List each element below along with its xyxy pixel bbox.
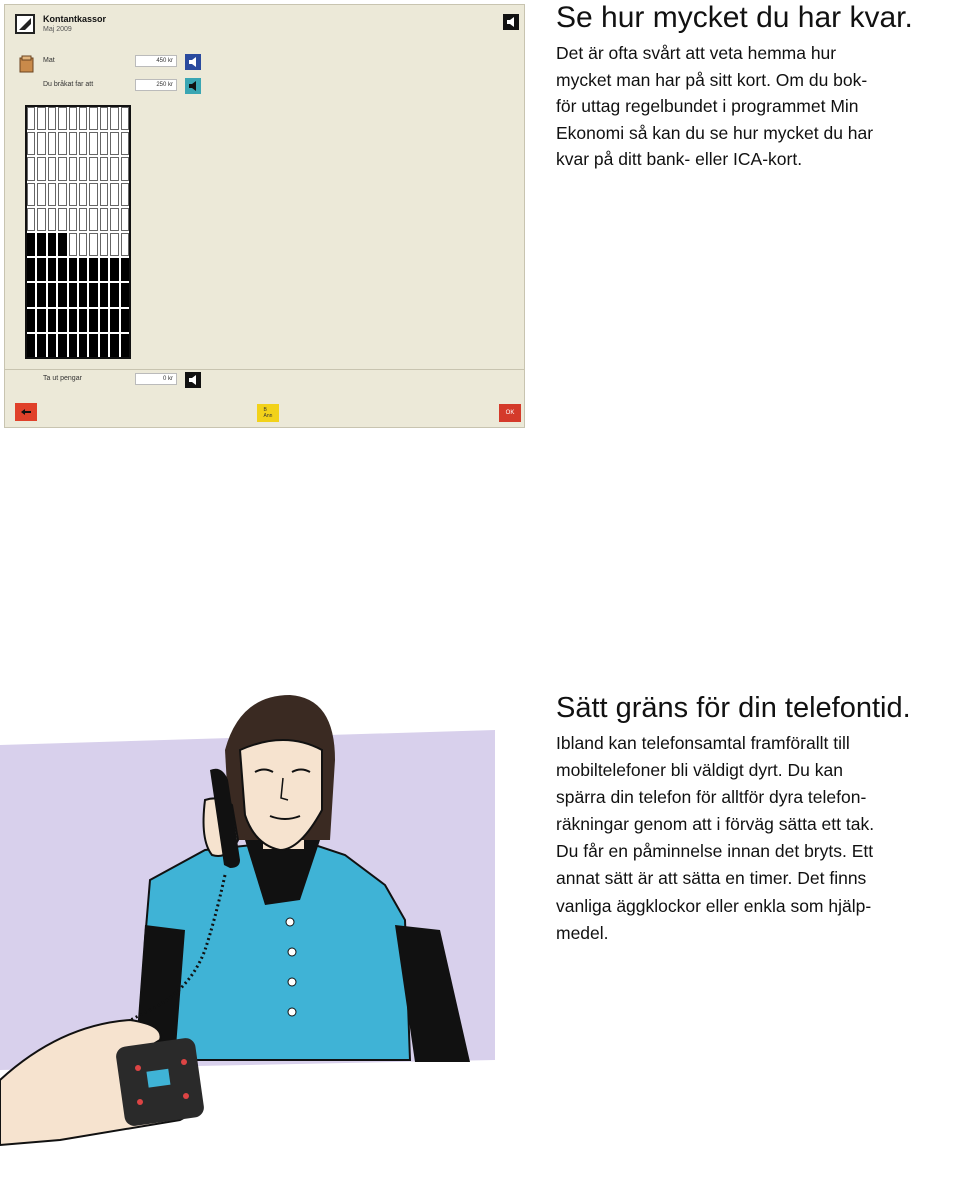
grid-cell (69, 309, 77, 332)
grid-cell (58, 258, 66, 281)
arrow-left-icon (20, 408, 32, 416)
row-value-withdraw[interactable]: 0 kr (135, 373, 177, 385)
grid-cell (69, 132, 77, 155)
grid-cell (58, 208, 66, 231)
grid-cell (27, 107, 35, 130)
grid-cell (121, 107, 129, 130)
grid-cell (69, 107, 77, 130)
grid-cell (37, 283, 45, 306)
row-value-allowance[interactable]: 250 kr (135, 79, 177, 91)
grid-cell (110, 283, 118, 306)
grid-cell (79, 183, 87, 206)
grid-cell (110, 157, 118, 180)
grid-cell (89, 283, 97, 306)
body-line: mobiltelefoner bli väldigt dyrt. Du kan (556, 760, 843, 781)
grid-cell (89, 309, 97, 332)
grid-cell (89, 258, 97, 281)
app-screenshot (4, 4, 525, 428)
grid-cell (58, 334, 66, 357)
grid-cell (48, 208, 56, 231)
grid-cell (48, 157, 56, 180)
grid-cell (48, 334, 56, 357)
body-line: vanliga äggklockor eller enkla som hjälp- (556, 895, 872, 916)
grid-cell (100, 283, 108, 306)
grid-cell (100, 107, 108, 130)
grid-cell (121, 309, 129, 332)
grid-cell (121, 183, 129, 206)
grid-cell (27, 233, 35, 256)
grid-cell (89, 233, 97, 256)
grid-cell (79, 258, 87, 281)
grid-cell (89, 107, 97, 130)
grid-cell (110, 208, 118, 231)
grid-cell (79, 132, 87, 155)
grid-cell (100, 183, 108, 206)
grid-cell (79, 283, 87, 306)
grid-cell (69, 283, 77, 306)
grid-cell (121, 208, 129, 231)
grid-cell (121, 233, 129, 256)
body-line: Det är ofta svårt att veta hemma hur (556, 43, 837, 63)
grid-cell (100, 233, 108, 256)
grid-cell (48, 309, 56, 332)
grid-cell (27, 283, 35, 306)
grid-cell (110, 233, 118, 256)
grid-cell (89, 208, 97, 231)
grid-cell (79, 233, 87, 256)
body-line: mycket man har på sitt kort. Om du bok- (556, 69, 868, 90)
grid-cell (37, 183, 45, 206)
section-heading: Se hur mycket du har kvar. (556, 1, 913, 34)
grid-cell (69, 334, 77, 357)
grid-cell (79, 309, 87, 332)
row-label-food: Mat (43, 57, 55, 64)
ok-button[interactable]: OK (499, 404, 521, 422)
grid-cell (69, 208, 77, 231)
grid-cell (58, 309, 66, 332)
grid-cell (58, 107, 66, 130)
divider (5, 369, 524, 370)
grid-cell (58, 283, 66, 306)
section-body (556, 40, 960, 173)
grid-cell (27, 183, 35, 206)
grid-cell (58, 233, 66, 256)
row-value-food[interactable]: 450 kr (135, 55, 177, 67)
grid-cell (89, 183, 97, 206)
grid-cell (100, 132, 108, 155)
grid-cell (121, 132, 129, 155)
grid-cell (37, 309, 45, 332)
grid-cell (69, 183, 77, 206)
grid-cell (37, 157, 45, 180)
grid-cell (69, 157, 77, 180)
grid-cell (58, 157, 66, 180)
grid-cell (110, 107, 118, 130)
grid-cell (110, 334, 118, 357)
grid-cell (100, 309, 108, 332)
body-line: Du får en påminnelse innan det bryts. Ett (556, 841, 874, 862)
grid-cell (121, 334, 129, 357)
speaker-icon[interactable] (185, 54, 201, 70)
grid-cell (89, 334, 97, 357)
grid-cell (27, 258, 35, 281)
grid-cell (110, 183, 118, 206)
row-label-allowance: Du bråkat far att (43, 81, 94, 88)
grid-cell (48, 233, 56, 256)
grid-cell (37, 208, 45, 231)
body-line: för uttag regelbundet i programmet Min (556, 96, 859, 117)
row-label-withdraw: Ta ut pengar (43, 375, 82, 382)
grid-cell (48, 258, 56, 281)
grid-cell (37, 233, 45, 256)
body-line: Ekonomi så kan du se hur mycket du har (556, 122, 874, 143)
grid-cell (48, 107, 56, 130)
grid-cell (69, 258, 77, 281)
grid-cell (37, 334, 45, 357)
grid-cell (27, 334, 35, 357)
grid-cell (37, 132, 45, 155)
section-heading: Sätt gräns för din telefontid. (556, 692, 911, 724)
grid-cell (58, 132, 66, 155)
grid-cell (100, 157, 108, 180)
grid-cell (58, 183, 66, 206)
woman-on-phone-illustration (0, 690, 500, 1180)
body-line: räkningar genom att i förväg sätta ett tak. (556, 814, 875, 835)
grid-cell (69, 233, 77, 256)
body-line: annat sätt är att sätta en timer. Det finns (556, 868, 867, 889)
wallet-icon (19, 55, 35, 73)
grid-cell (121, 283, 129, 306)
grid-cell (79, 208, 87, 231)
grid-cell (110, 258, 118, 281)
grid-cell (27, 157, 35, 180)
grid-cell (100, 258, 108, 281)
money-grid (25, 105, 131, 359)
body-line: spärra din telefon för alltför dyra telefon- (556, 787, 867, 808)
speaker-icon[interactable] (185, 372, 201, 388)
grid-cell (27, 132, 35, 155)
grid-cell (89, 157, 97, 180)
grid-cell (37, 107, 45, 130)
grid-cell (37, 258, 45, 281)
grid-cell (100, 208, 108, 231)
speaker-icon[interactable] (503, 14, 519, 30)
grid-cell (48, 183, 56, 206)
grid-cell (79, 107, 87, 130)
grid-cell (100, 334, 108, 357)
back-button[interactable] (15, 403, 37, 421)
app-logo-icon (15, 14, 35, 34)
grid-cell (79, 157, 87, 180)
grid-cell (48, 283, 56, 306)
body-line: kvar på ditt bank- eller ICA-kort. (556, 149, 803, 170)
grid-cell (121, 157, 129, 180)
speaker-icon[interactable] (185, 78, 201, 94)
grid-cell (121, 258, 129, 281)
grid-cell (110, 132, 118, 155)
grid-cell (79, 334, 87, 357)
middle-button[interactable]: B Ann (257, 404, 279, 422)
grid-cell (48, 132, 56, 155)
grid-cell (27, 309, 35, 332)
app-subtitle: Maj 2009 (43, 26, 72, 33)
section-body (556, 730, 960, 947)
grid-cell (89, 132, 97, 155)
grid-cell (110, 309, 118, 332)
body-line: Ibland kan telefonsamtal framförallt till (556, 733, 850, 753)
body-line: medel. (556, 922, 609, 943)
app-title: Kontantkassor (43, 14, 107, 24)
grid-cell (27, 208, 35, 231)
